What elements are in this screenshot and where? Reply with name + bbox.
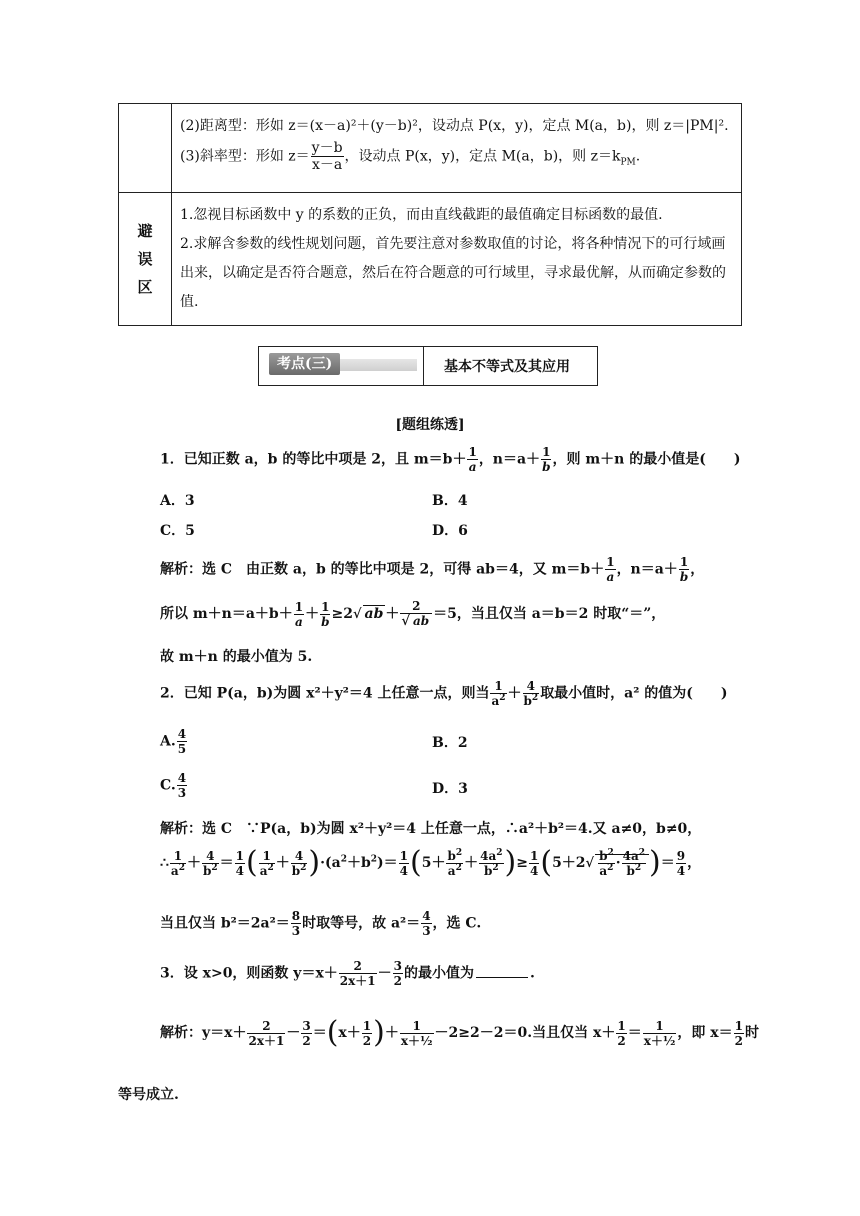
fraction: $\frac{y-b}{x-a}$ [311,140,343,173]
table-content-cell [172,193,742,326]
table-label-cell: 避 误 区 [119,193,172,326]
q2-option-b[interactable]: B．2 [432,735,468,751]
q1-stem: 1．已知正数 a，b 的等比中项是 2，且 m＝b＋ $\frac{1}{a}$ ，n＝a＋ $\frac{1}{b}$ ，则 m＋n 的最小值是( ) [160,445,741,474]
fraction: $\frac{1}{a}$ [294,599,304,629]
fraction: $\frac{1}{a}$ [606,555,615,584]
fraction: $\frac{1}{a}$ [468,445,477,474]
q1-solution-line-1: 解析：选 C 由正数 a，b 的等比中项是 2，可得 ab＝4，又 m＝b＋ $\frac{1}{a}$ ，n＝a＋ $\frac{1}{b}$ ， [160,555,705,584]
q3-solution-line-2: 等号成立. [118,1087,179,1103]
table-label-cell [119,104,172,193]
table-content-cell [172,104,742,193]
notes-table [118,103,742,326]
table-row [119,104,742,193]
kaodian-title: 基本不等式及其应用 [444,359,570,375]
q2-option-a[interactable]: A. $\frac{4}{5}$ [160,727,187,756]
q1-solution-line-2: 所以 m＋n＝a＋b＋ $\frac{1}{a}$ ＋ $\frac{1}{b}$ ≥2√ ab ＋ $\frac{2}{√ ab}$ ＝5，当且仅当 a＝b＝2 时取“＝”， [160,599,666,629]
section-title: [题组练透] [395,417,465,433]
decorative-stripe [339,359,417,371]
fraction: $\frac{1}{b}$ [321,599,330,629]
pitfall-item-1: 1.忽视目标函数中 y 的系数的正负，而由直线截距的最值确定目标函数的最值. [180,207,663,223]
fraction: $\frac{4}{b^2}$ [523,679,539,708]
kaodian-tag-area [259,347,424,385]
q2-solution-line-1: 解析：选 C ∵P(a，b)为圆 x²＋y²＝4 上任意一点，∴a²＋b²＝4.又 a≠0，b≠0， [160,821,702,837]
q2-stem: 2．已知 P(a，b)为圆 x²＋y²＝4 上任意一点，则当 $\frac{1}{a^2}$ ＋ $\frac{4}{b^2}$ 取最小值时，a² 的值为( ) [160,679,728,708]
q2-option-c[interactable]: C. $\frac{4}{3}$ [160,771,187,800]
q3-solution-line-1: 解析：y＝x＋ $\frac{2}{2x+1}$ － $\frac{3}{2}$ ＝(x＋ $\frac{1}{2}$ )＋ $\frac{1}{\text{x＋½}}$ －2≥2－2＝0.当且仅当 x＋ $\frac{1}{2}$ ＝ $\frac{1}{\text{x＋½}}$ ，即 x＝ $\frac{1}{2}$ 时 [160,1015,759,1050]
pitfall-item-2: 2.求解含参数的线性规划问题，首先要注意对参数取值的讨论，将各种情况下的可行域画出来，以确定是否符合题意，然后在符合题意的可行域里，寻求最优解，从而确定参数的值. [180,236,726,310]
q2-solution-line-3: 当且仅当 b²＝2a²＝ $\frac{8}{3}$ 时取等号，故 a²＝ $\frac{4}{3}$ ，选 C. [160,909,482,938]
fraction: $\frac{1}{b}$ [542,445,551,474]
q3-stem: 3．设 x>0，则函数 y＝x＋ $\frac{2}{2x+1}$ － $\frac{3}{2}$ 的最小值为 . [160,959,535,988]
q1-option-c[interactable]: C．5 [160,523,195,539]
q2-solution-line-2: ∴ $\frac{1}{a^2}$ ＋ $\frac{4}{b^2}$ ＝ $\frac{1}{4}$ ( $\frac{1}{a^2}$ ＋ $\frac{4}{b^2}$ )$\cdot(a^2+b^2)=$ $\frac{1}{4}$ (5＋ $\frac{b^2}{a^2}$ ＋ $\frac{4a^2}{b^2}$ )≥ $\frac{1}{4}$ (5＋2√ $\frac{b^2}{a^2}$ · $\frac{4a^2}{b^2}$ )＝ $\frac{9}{4}$ ， [160,845,702,880]
fraction: $\frac{4}{5}$ [177,727,187,756]
q1-option-a[interactable]: A．3 [160,493,195,509]
fraction: $\frac{2}{√ ab}$ [400,600,432,628]
q1-option-d[interactable]: D．6 [432,523,468,539]
q1-option-b[interactable]: B．4 [432,493,468,509]
fraction: $\frac{4}{3}$ [177,771,187,800]
slope-type-line: (3)斜率型：形如 z＝ $\frac{y-b}{x-a}$ ，设动点 P(x，y)，定点 M(a，b)，则 $z=k_{PM}$. [180,140,641,173]
table-row [119,193,742,326]
kaodian-tag: 考点(三) [269,353,340,375]
q2-option-d[interactable]: D．3 [432,781,468,797]
answer-blank[interactable] [476,977,528,978]
fraction: $\frac{1}{b}$ [679,555,689,584]
kaodian-header [258,346,598,386]
distance-type-line: (2)距离型：形如 z＝(x－a)²＋(y－b)²，设动点 P(x，y)，定点 M(a，b)，则 z＝|PM|². [180,118,729,134]
fraction: $\frac{1}{a^2}$ [491,679,506,708]
q1-solution-line-3: 故 m＋n 的最小值为 5. [160,649,313,665]
